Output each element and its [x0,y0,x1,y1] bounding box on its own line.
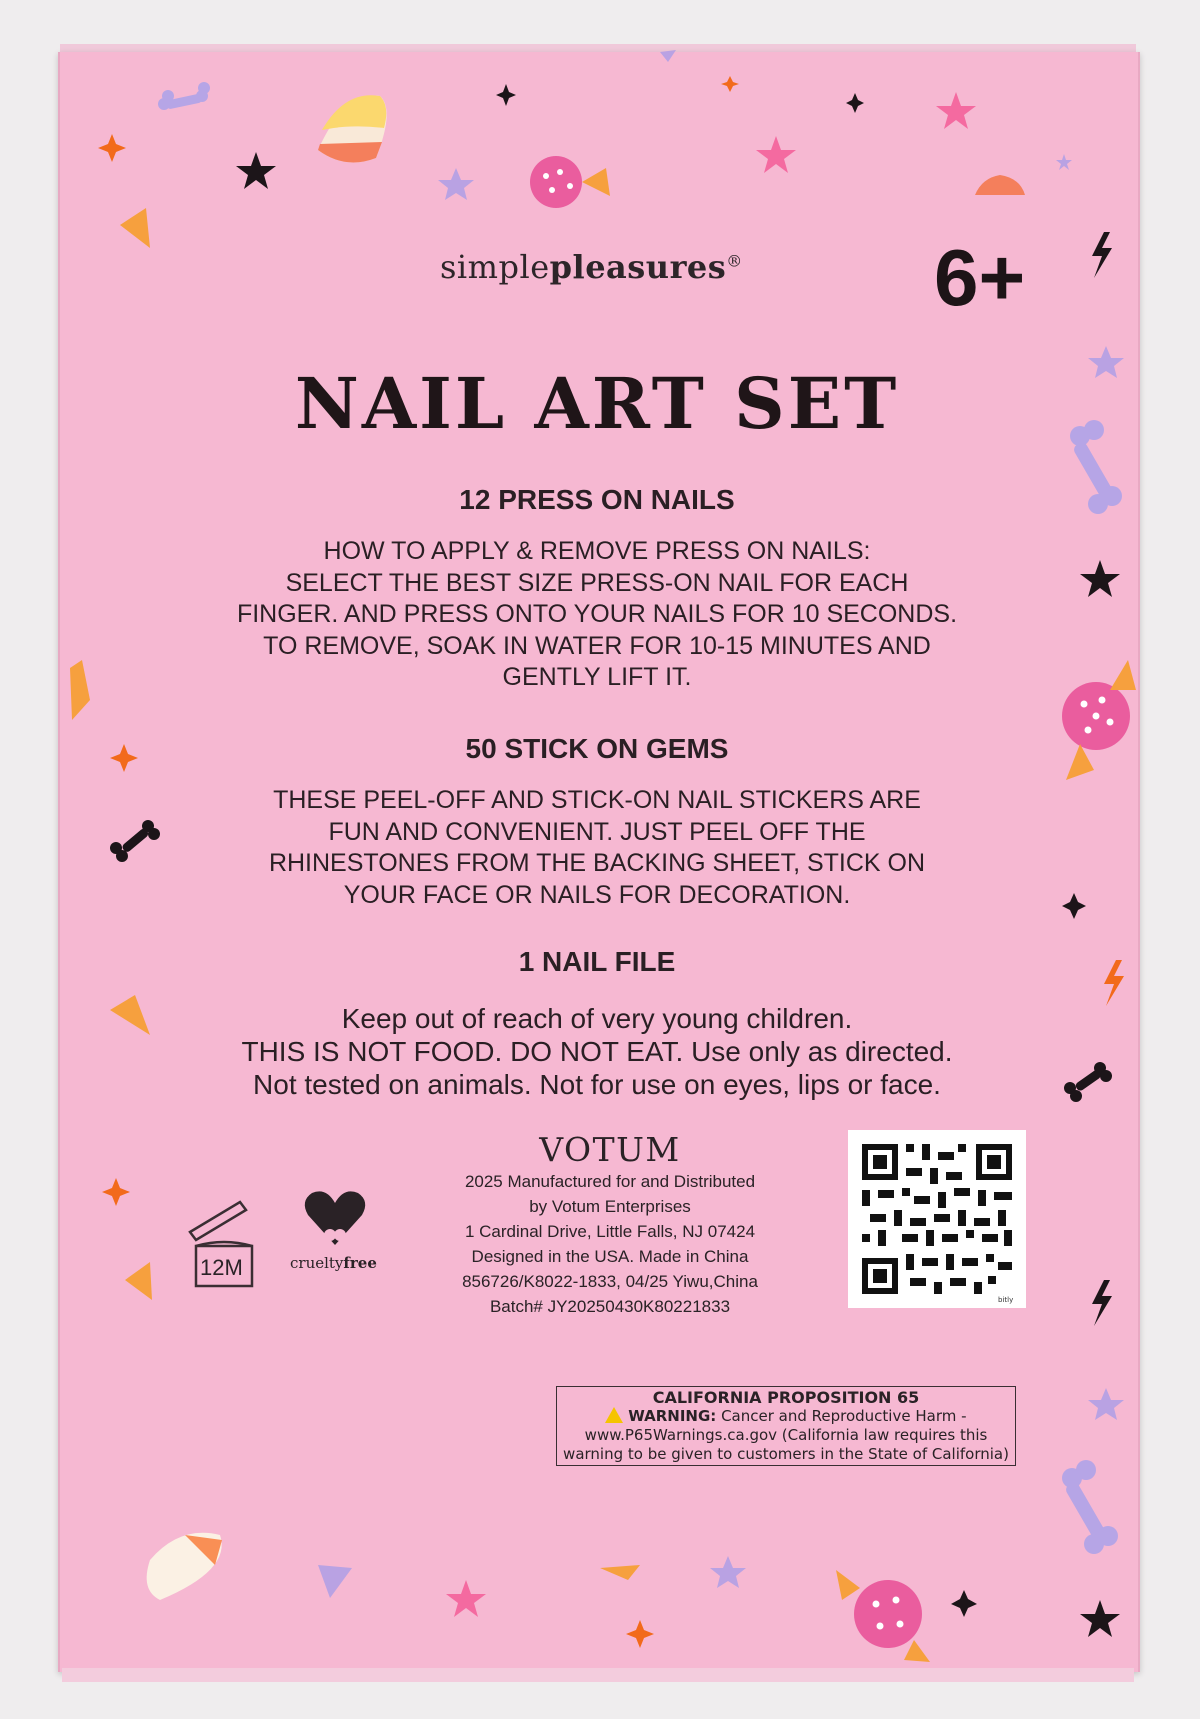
section-heading-stick-on-gems: 50 STICK ON GEMS [465,733,729,764]
manufacturer-line: 856726/K8022-1833, 04/25 Yiwu,China [462,1272,758,1291]
prop65-line1 [557,1407,1015,1426]
manufacturer-line: by Votum Enterprises [529,1197,691,1216]
bunny-heart-icon [300,1185,370,1255]
section-heading-press-on-nails: 12 PRESS ON NAILS [459,484,735,515]
candy-icon [530,156,610,208]
registered-mark: ® [726,251,743,271]
prop65-warning-box [556,1386,1016,1466]
manufacturer-info [380,1169,840,1319]
cruelty-text: cruelty [290,1254,344,1272]
brand-prefix: simple [440,248,550,286]
qr-code-icon [848,1130,1026,1308]
product-title: NAIL ART SET [294,362,900,445]
candy-corn-icon [147,1533,222,1600]
warning-text: Cancer and Reproductive Harm - [721,1407,967,1425]
candy-icon [836,1570,930,1662]
warning-line: Keep out of reach of very young children. [341,1003,853,1034]
manufacturer-line: Designed in the USA. Made in China [471,1247,749,1266]
gems-description [58,785,1136,911]
description-line: RHINESTONES FROM THE BACKING SHEET, STICK ON [268,849,926,877]
description-line: FUN AND CONVENIENT. JUST PEEL OFF THE [328,817,866,846]
instruction-line: FINGER. AND PRESS ONTO YOUR NAILS FOR 10 SECONDS. [236,600,958,628]
manufacturer-line: 2025 Manufactured for and Distributed [464,1172,756,1191]
age-rating: 6+ [934,233,1026,322]
prop65-title: CALIFORNIA PROPOSITION 65 [652,1388,920,1407]
instruction-line: SELECT THE BEST SIZE PRESS-ON NAIL FOR EACH [285,568,909,597]
free-text: free [343,1254,377,1272]
instruction-line: HOW TO APPLY & REMOVE PRESS ON NAILS: [323,537,871,565]
description-line: THESE PEEL-OFF AND STICK-ON NAIL STICKERS ARE [273,786,921,814]
pao-label: 12M [200,1255,243,1280]
description-line: YOUR FACE OR NAILS FOR DECORATION. [343,880,851,909]
cruelty-free-label [290,1254,377,1272]
section-heading-nail-file: 1 NAIL FILE [518,946,676,977]
prop65-line3: warning to be given to customers in the State of California) [563,1445,1009,1463]
warning-triangle-icon [605,1407,623,1423]
warning-label: WARNING: [628,1407,717,1425]
candy-corn-icon [318,95,387,162]
manufacturer-line: 1 Cardinal Drive, Little Falls, NJ 07424 [464,1222,756,1241]
manufacturer-line: Batch# JY20250430K80221833 [489,1297,731,1316]
manufacturer-logo: VOTUM [539,1130,681,1169]
safety-warnings [58,1002,1136,1101]
prop65-line2: www.P65Warnings.ca.gov (California law requires this [584,1426,988,1444]
press-on-instructions [58,536,1136,694]
warning-line: THIS IS NOT FOOD. DO NOT EAT. Use only as directed. [241,1036,953,1067]
qr-code[interactable] [848,1130,1026,1308]
instruction-line: TO REMOVE, SOAK IN WATER FOR 10-15 MINUTES AND [263,631,931,660]
brand-logo [440,248,760,286]
qr-caption: bitly [998,1296,1014,1304]
instruction-line: GENTLY LIFT IT. [502,663,692,691]
brand-name: pleasures [549,248,727,286]
warning-line: Not tested on animals. Not for use on eyes, lips or face. [253,1069,941,1100]
